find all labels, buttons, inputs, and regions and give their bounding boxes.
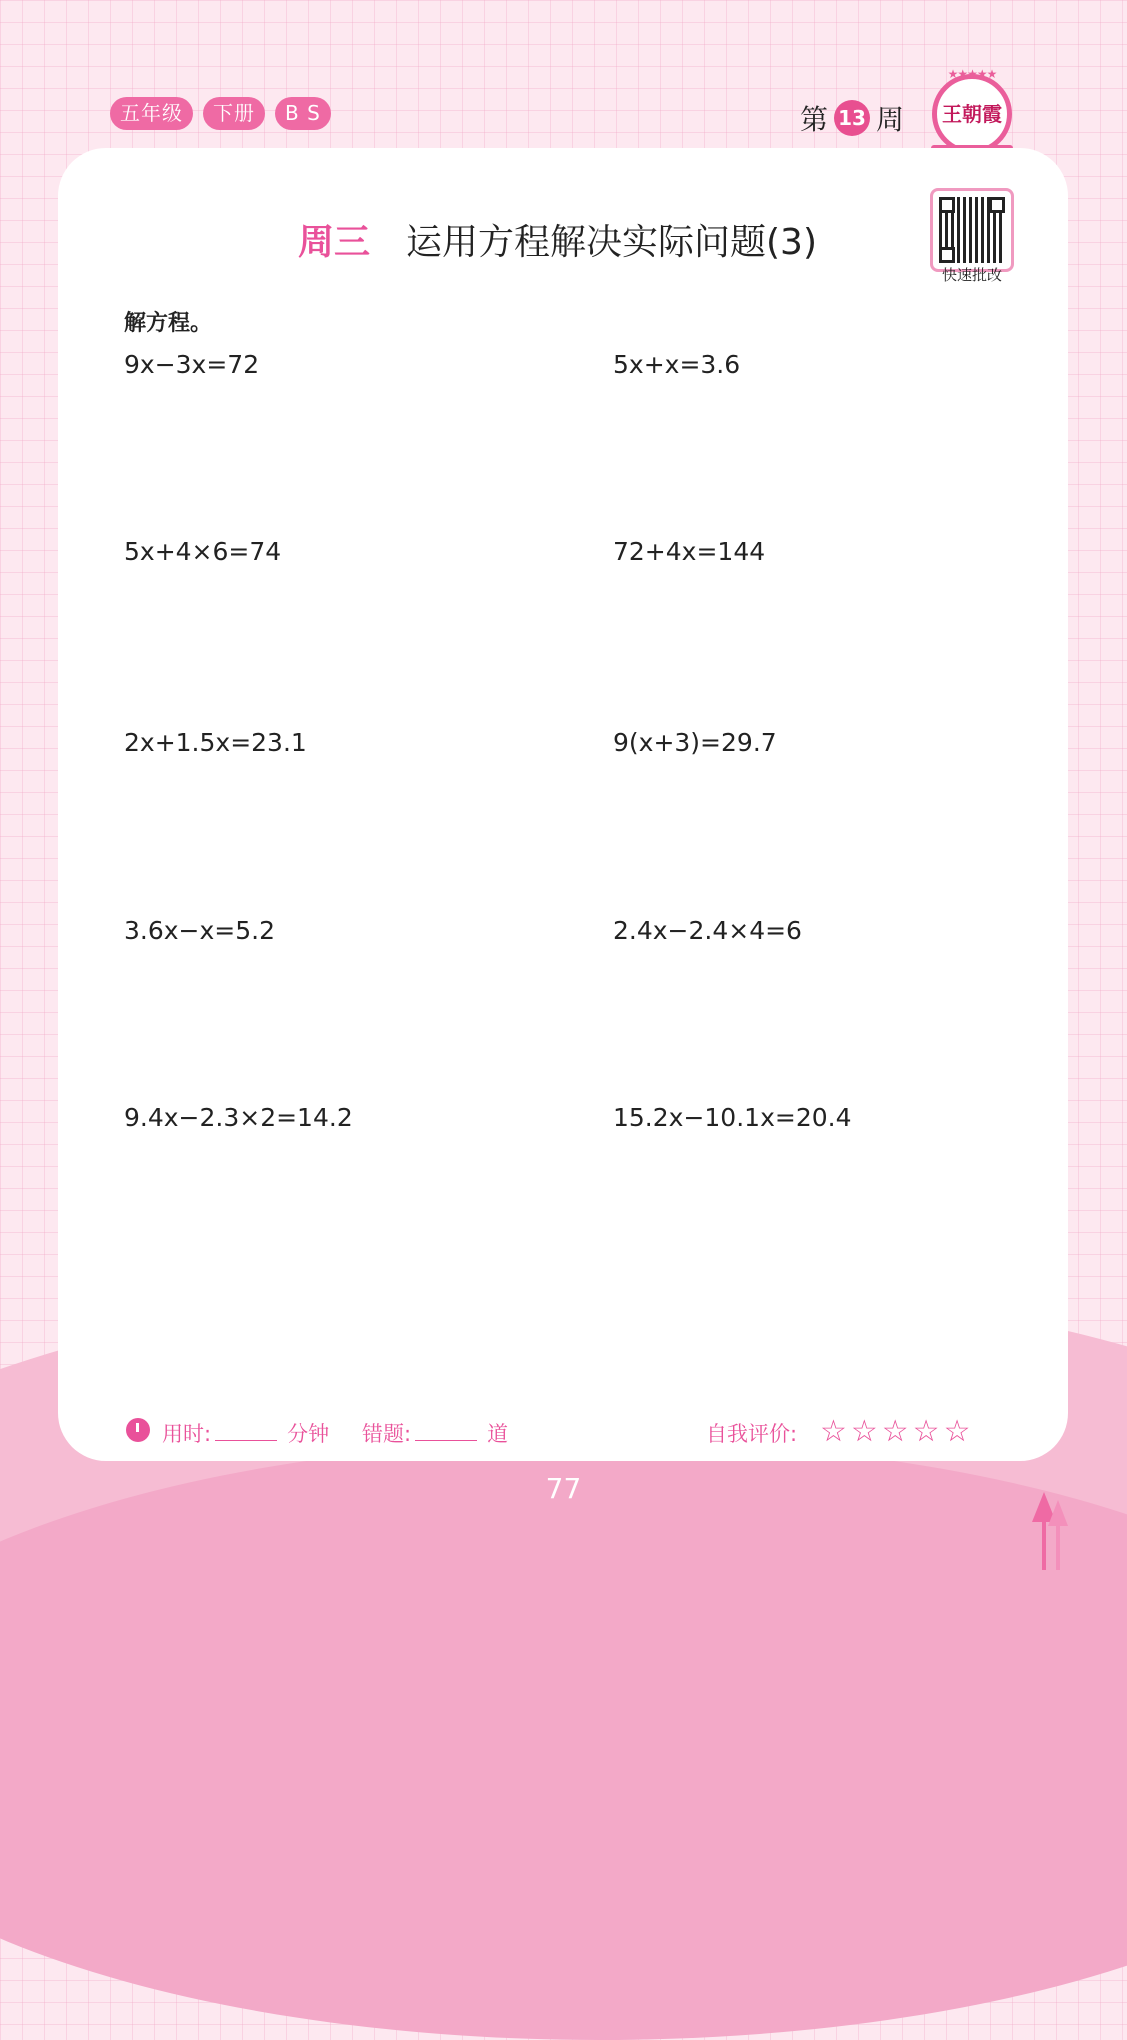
equation-2: 5x+x=3.6 [613, 350, 741, 379]
errors-blank[interactable] [415, 1422, 477, 1441]
errors-label: 错题: [362, 1422, 412, 1446]
equation-1: 9x−3x=72 [124, 350, 260, 379]
page-title [298, 214, 817, 265]
qr-label: 快速批改 [941, 266, 1002, 284]
equation-7: 3.6x−x=5.2 [124, 916, 276, 945]
timer-icon [126, 1418, 150, 1442]
tree-icon [1030, 1492, 1074, 1570]
page-number: 77 [545, 1472, 582, 1505]
equation-5: 2x+1.5x=23.1 [124, 728, 307, 757]
volume-tag: 下册 [203, 97, 265, 130]
background-hill-front [0, 1440, 1127, 2040]
grade-tags [110, 97, 331, 130]
grade-tag: 五年级 [110, 97, 193, 130]
instruction: 解方程。 [124, 311, 213, 336]
qr-corner [939, 247, 955, 263]
time-label: 用时: [162, 1422, 212, 1446]
edition-tag: B S [275, 97, 331, 130]
equation-3: 5x+4×6=74 [124, 537, 282, 566]
equation-8: 2.4x−2.4×4=6 [613, 916, 802, 945]
time-blank[interactable] [215, 1422, 277, 1441]
self-evaluation-label: 自我评价: [706, 1422, 798, 1446]
logo-text: 王朝霞 [942, 102, 1002, 126]
errors-unit: 道 [487, 1422, 509, 1446]
week-number-badge: 13 [834, 100, 870, 136]
title-day: 周三 [298, 222, 371, 263]
qr-corner [939, 197, 955, 213]
week-suffix: 周 [876, 103, 905, 136]
error-count [362, 1418, 508, 1448]
time-unit: 分钟 [287, 1422, 330, 1446]
week-prefix: 第 [800, 103, 829, 136]
equation-4: 72+4x=144 [613, 537, 766, 566]
time-spent [162, 1418, 329, 1448]
equation-9: 9.4x−2.3×2=14.2 [124, 1103, 353, 1132]
qr-pattern [939, 197, 1005, 263]
equation-10: 15.2x−10.1x=20.4 [613, 1103, 852, 1132]
logo-badge-icon [932, 67, 1012, 154]
qr-corner [989, 197, 1005, 213]
week-indicator [800, 98, 904, 138]
title-topic: 运用方程解决实际问题(3) [406, 222, 818, 263]
qr-code-icon[interactable] [930, 188, 1014, 272]
equation-6: 9(x+3)=29.7 [613, 728, 777, 757]
worksheet-card [58, 148, 1068, 1461]
rating-stars[interactable]: ☆☆☆☆☆ [820, 1414, 975, 1449]
logo-stars: ★★★★★ [947, 67, 997, 81]
